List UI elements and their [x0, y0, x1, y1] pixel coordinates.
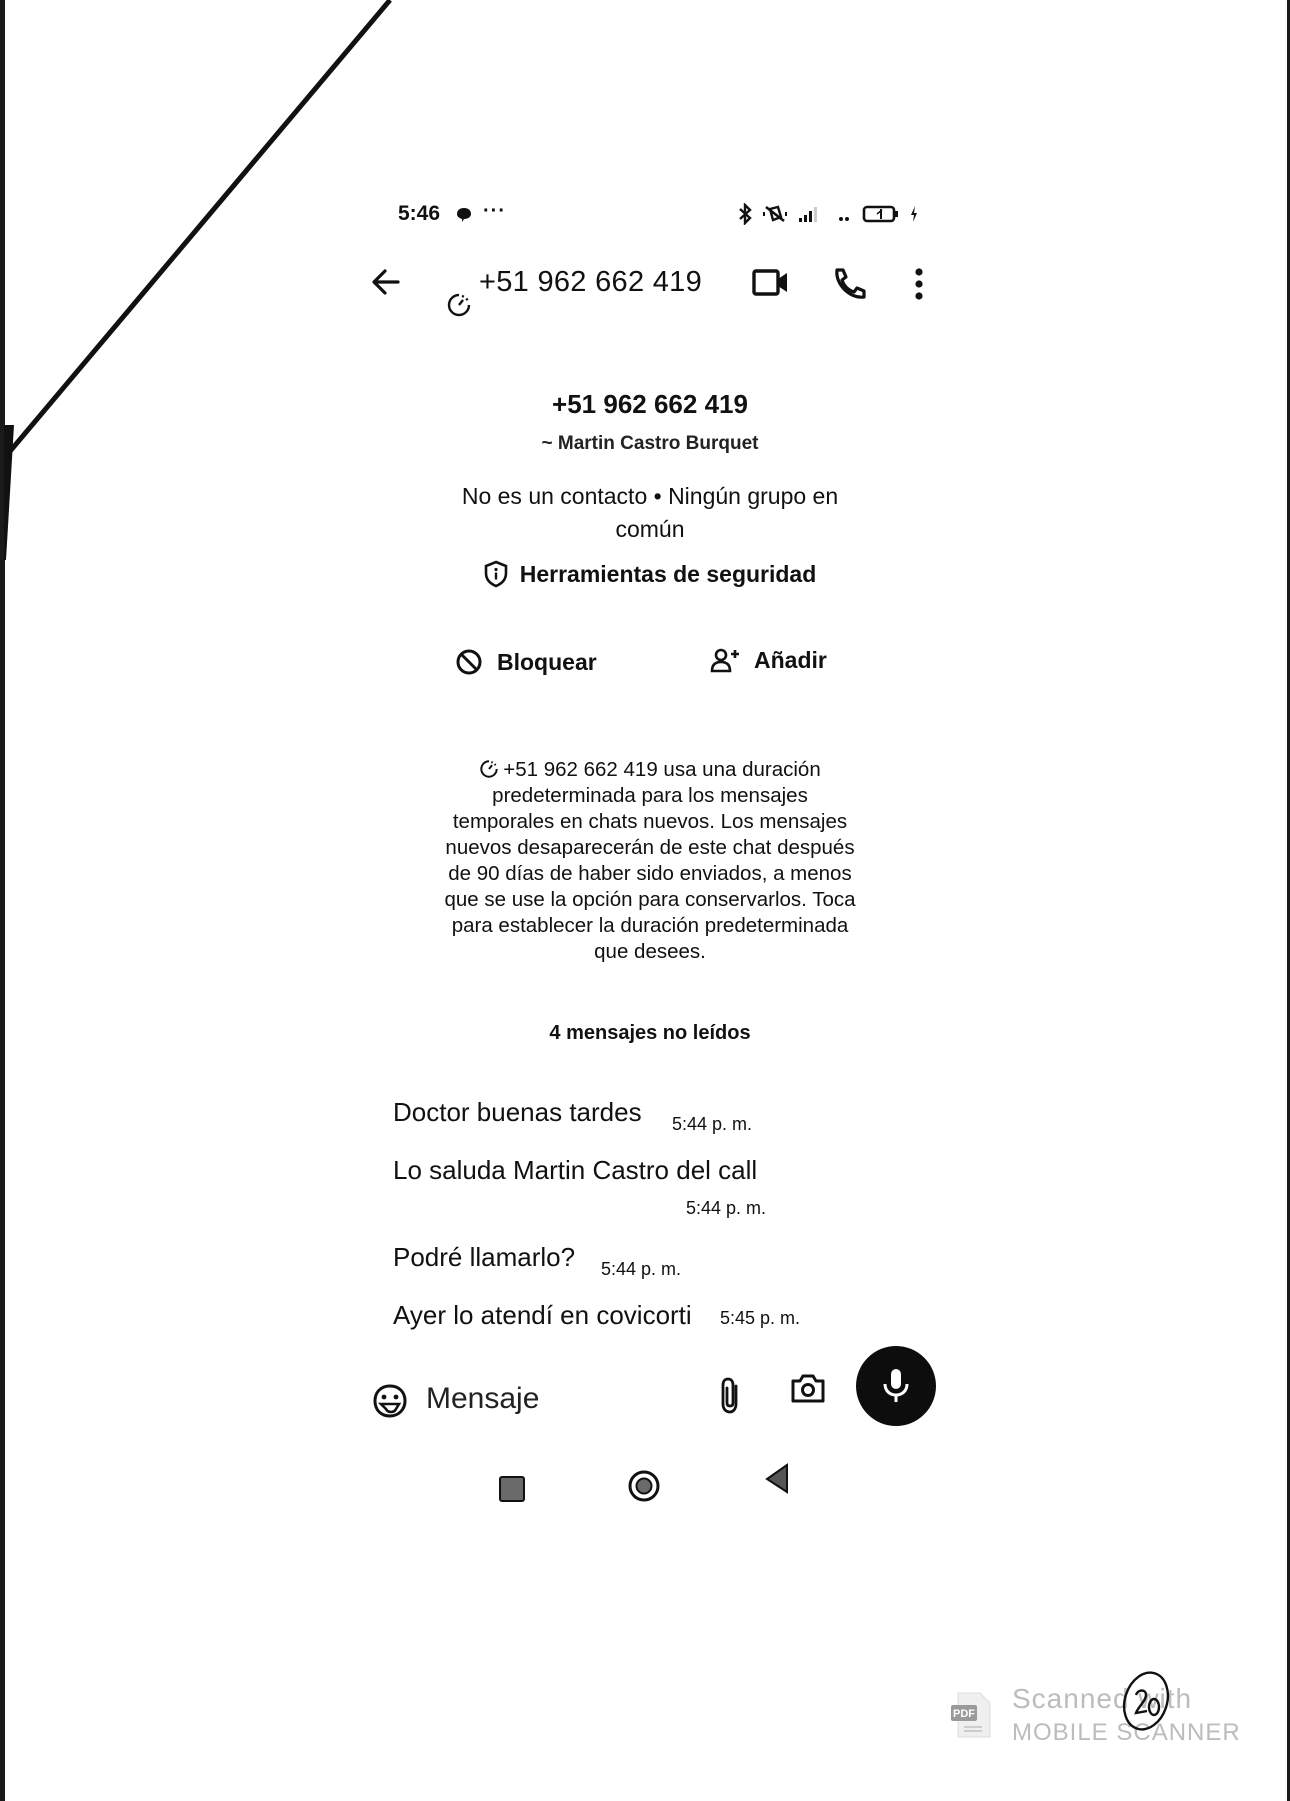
unread-messages-banner: 4 mensajes no leídos [549, 1022, 751, 1044]
chat-title[interactable]: +51 962 662 419 [479, 266, 703, 298]
notice-line: temporales en chats nuevos. Los mensajes [452, 810, 848, 833]
sticker-icon[interactable] [372, 1383, 408, 1419]
notice-line: nuevos desaparecerán de este chat después [445, 836, 855, 859]
more-dots-icon: ··· [483, 200, 506, 222]
status-icons [738, 203, 918, 225]
message-text[interactable]: Lo saluda Martin Castro del call [393, 1155, 758, 1185]
signal-icon [798, 205, 820, 223]
notice-line: que se use la opción para conservarlos. Toca [444, 888, 856, 911]
watermark-line-2: MOBILE SCANNER [1012, 1719, 1241, 1746]
camera-icon[interactable] [790, 1372, 826, 1404]
recents-square-icon[interactable] [499, 1476, 525, 1502]
more-vert-icon[interactable] [908, 266, 930, 302]
voice-message-button[interactable] [856, 1346, 936, 1426]
security-tools-button[interactable] [380, 560, 920, 588]
message-time: 5:44 p. m. [601, 1259, 682, 1279]
watermark-line-1: Scanned with [1012, 1683, 1193, 1714]
back-arrow-icon[interactable] [370, 266, 402, 298]
add-person-icon [710, 646, 740, 674]
chat-bubble-icon [455, 206, 473, 224]
add-label: Añadir [754, 646, 827, 673]
svg-text:PDF: PDF [953, 1708, 975, 1720]
message-time: 5:44 p. m. [672, 1114, 753, 1134]
voice-call-icon[interactable] [832, 266, 868, 302]
charging-icon [910, 205, 918, 223]
handwritten-page-number [1116, 1665, 1176, 1735]
disappearing-timer-icon [479, 759, 499, 779]
notice-line: predeterminada para los mensajes [492, 784, 808, 807]
notice-line: +51 962 662 419 usa una duración [420, 757, 880, 783]
attach-clip-icon[interactable] [718, 1376, 744, 1416]
contact-status-line-1: No es un contacto • Ningún grupo en [461, 483, 839, 509]
status-time: 5:46 [398, 202, 441, 225]
message-time: 5:44 p. m. [686, 1198, 767, 1218]
message-text[interactable]: Podré llamarlo? [393, 1242, 576, 1272]
bluetooth-icon [738, 203, 752, 225]
video-call-icon[interactable] [752, 268, 790, 298]
contact-status-line-2: común [615, 516, 685, 542]
disappearing-timer-icon [446, 292, 472, 318]
block-icon [455, 648, 483, 676]
contact-phone: +51 962 662 419 [552, 389, 748, 419]
message-text[interactable]: Doctor buenas tardes [393, 1097, 642, 1127]
home-circle-icon[interactable] [627, 1469, 661, 1503]
shield-info-icon [484, 560, 508, 588]
wifi-dots-icon [830, 205, 852, 223]
scan-fold-line [0, 0, 420, 560]
notice-line: para establecer la duración predeterminada [451, 914, 849, 937]
add-contact-button[interactable] [710, 646, 827, 674]
contact-status [380, 480, 920, 546]
vibrate-off-icon [762, 203, 788, 225]
microphone-icon [881, 1367, 911, 1405]
notice-line: de 90 días de haber sido enviados, a menos [448, 862, 852, 885]
contact-push-name: ~ Martin Castro Burquet [541, 433, 759, 454]
message-time: 5:45 p. m. [720, 1308, 801, 1328]
message-input[interactable] [426, 1382, 686, 1416]
disappearing-messages-notice[interactable] [420, 757, 880, 965]
block-button[interactable] [455, 648, 597, 676]
notice-line: que desees. [594, 940, 706, 963]
message-text[interactable]: Ayer lo atendí en covicorti [393, 1300, 692, 1330]
battery-icon [862, 204, 900, 224]
pdf-document-icon [950, 1691, 994, 1739]
block-label: Bloquear [497, 648, 597, 675]
security-tools-label: Herramientas de seguridad [519, 560, 817, 587]
back-triangle-icon[interactable] [763, 1462, 791, 1494]
